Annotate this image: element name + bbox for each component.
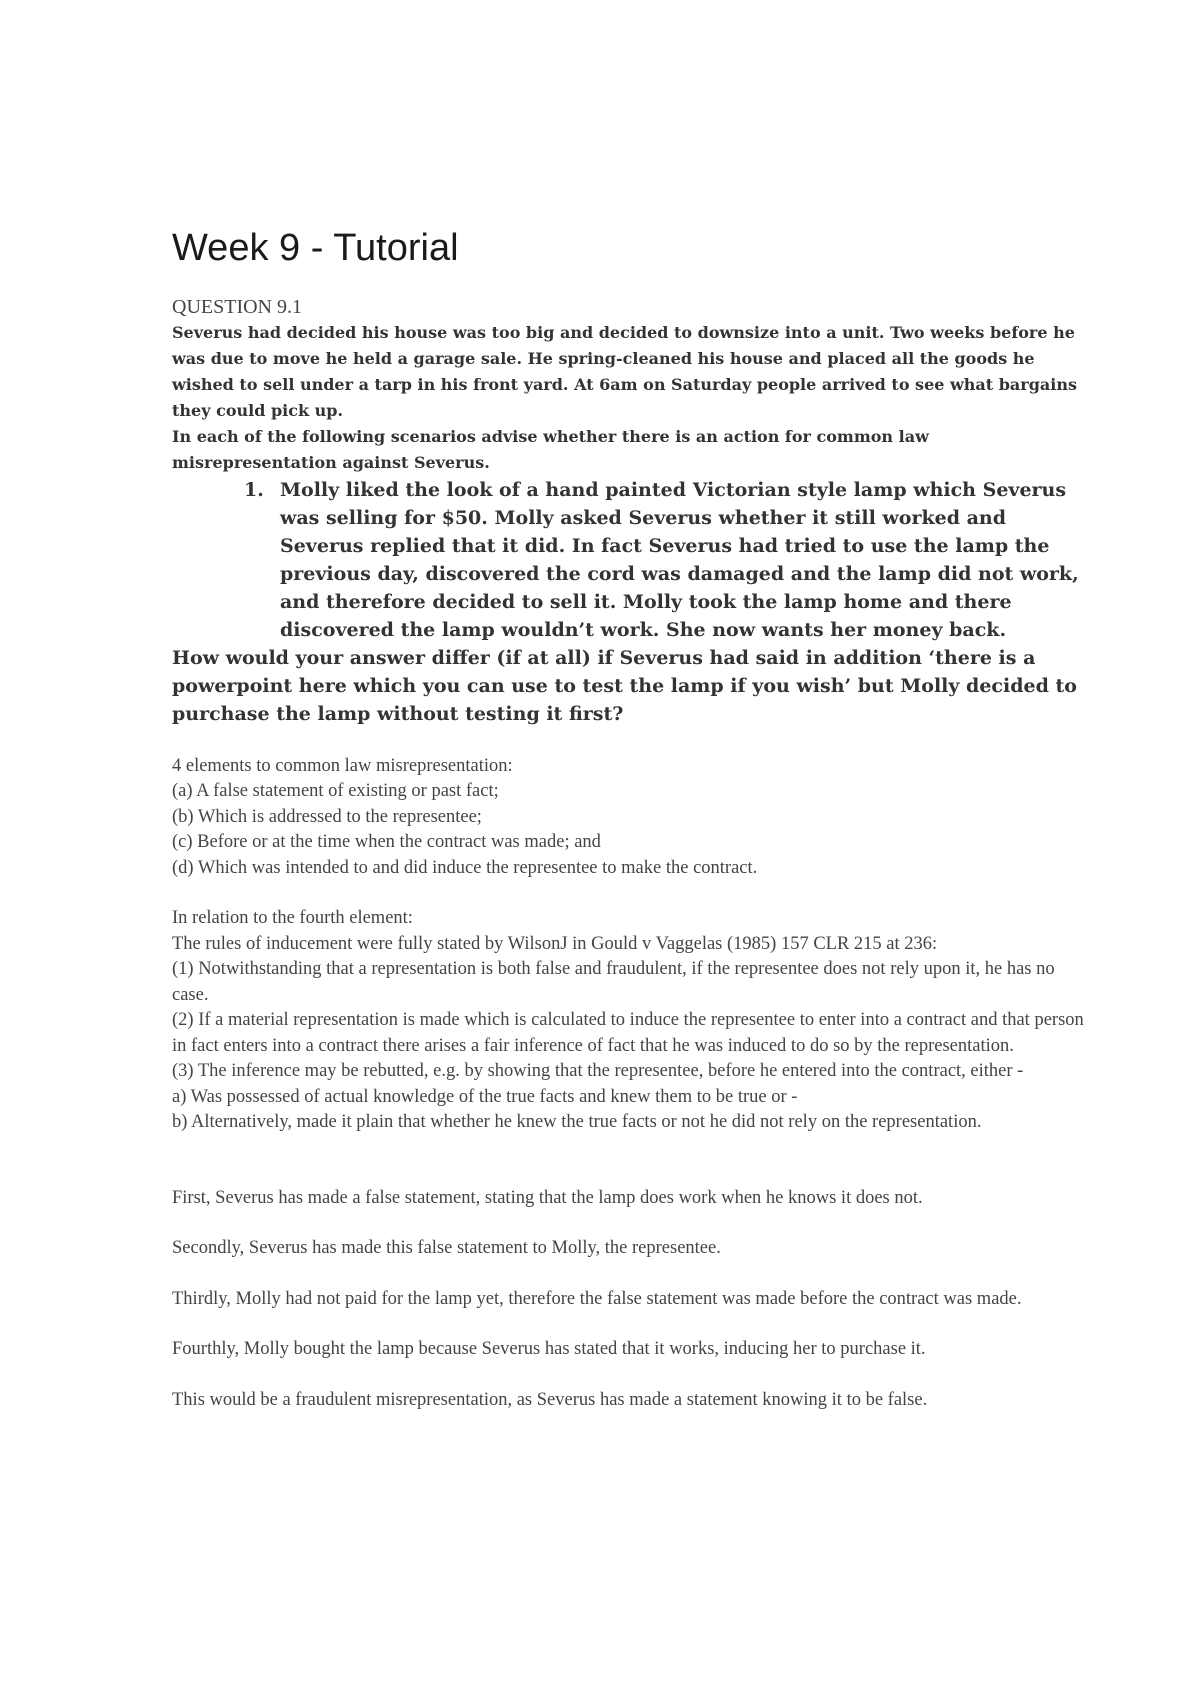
element-item: (c) Before or at the time when the contract was made; and	[172, 832, 601, 853]
scenario-text: Molly liked the look of a hand painted Victorian style lamp which Severus was selling for $50. Molly asked Severus whether it still worked and Severus replied that it did. In fact Severus had tried to use the lamp the previous day, discovered the cord was damaged and the lamp did not work, and therefore decided to sell it. Molly took the lamp home and there discovered the lamp wouldn’t work. She now wants her money back.	[280, 478, 1079, 641]
scenario-number: 1.	[244, 478, 264, 501]
element-item: (a) A false statement of existing or past fact;	[172, 781, 499, 802]
inducement-intro: The rules of inducement were fully stated by WilsonJ in Gould v Vaggelas (1985) 157 CLR 215 at 236:	[172, 933, 938, 954]
inducement-heading: In relation to the fourth element:	[172, 908, 413, 929]
analysis-paragraph: Thirdly, Molly had not paid for the lamp yet, therefore the false statement was made before the contract was made.	[172, 1288, 1022, 1309]
question-intro-paragraph: Severus had decided his house was too big and decided to downsize into a unit. Two weeks before he was due to move he held a garage sale. He spring-cleaned his house and placed all the goods he wished to sell under a tarp in his front yard. At 6am on Saturday people arrived to see what bargains they could pick up.	[172, 322, 1077, 420]
page-title: Week 9 - Tutorial	[172, 227, 459, 269]
inducement-rule: (3) The inference may be rebutted, e.g. by showing that the representee, before he entered into the contract, either -	[172, 1061, 1024, 1082]
analysis-paragraph: This would be a fraudulent misrepresentation, as Severus has made a statement knowing it to be false.	[172, 1389, 928, 1410]
inducement-rule: a) Was possessed of actual knowledge of the true facts and knew them to be true or -	[172, 1086, 798, 1107]
followup-question: How would your answer differ (if at all) if Severus had said in addition ‘there is a powerpoint here which you can use to test the lamp if you wish’ but Molly decided to purchase the lamp without testing it first?	[172, 646, 1077, 725]
inducement-rule: (1) Notwithstanding that a representation is both false and fraudulent, if the representee does not rely upon it, he has no case.	[172, 959, 1055, 1005]
inducement-rule: b) Alternatively, made it plain that whether he knew the true facts or not he did not rely on the representation.	[172, 1112, 982, 1133]
element-item: (d) Which was intended to and did induce the representee to make the contract.	[172, 857, 758, 878]
question-instruction: In each of the following scenarios advise whether there is an action for common law misrepresentation against Severus.	[172, 426, 929, 472]
analysis-paragraph: Secondly, Severus has made this false statement to Molly, the representee.	[172, 1238, 721, 1259]
inducement-rule: (2) If a material representation is made which is calculated to induce the representee to enter into a contract and that person in fact enters into a contract there arises a fair inference of fact that he was induced to do so by the representation.	[172, 1010, 1084, 1056]
analysis-paragraph: Fourthly, Molly bought the lamp because Severus has stated that it works, inducing her to purchase it.	[172, 1339, 926, 1360]
scenario-item	[244, 476, 1092, 644]
scenario-list	[172, 476, 1092, 644]
inducement-section	[172, 906, 1092, 1136]
elements-heading: 4 elements to common law misrepresentation:	[172, 755, 513, 776]
analysis-paragraph: First, Severus has made a false statement, stating that the lamp does work when he knows it does not.	[172, 1187, 923, 1208]
element-item: (b) Which is addressed to the representee;	[172, 806, 482, 827]
question-label: QUESTION 9.1	[172, 295, 302, 318]
document-page	[172, 226, 1092, 1438]
elements-section	[172, 754, 1092, 882]
analysis-section	[172, 1186, 1092, 1414]
